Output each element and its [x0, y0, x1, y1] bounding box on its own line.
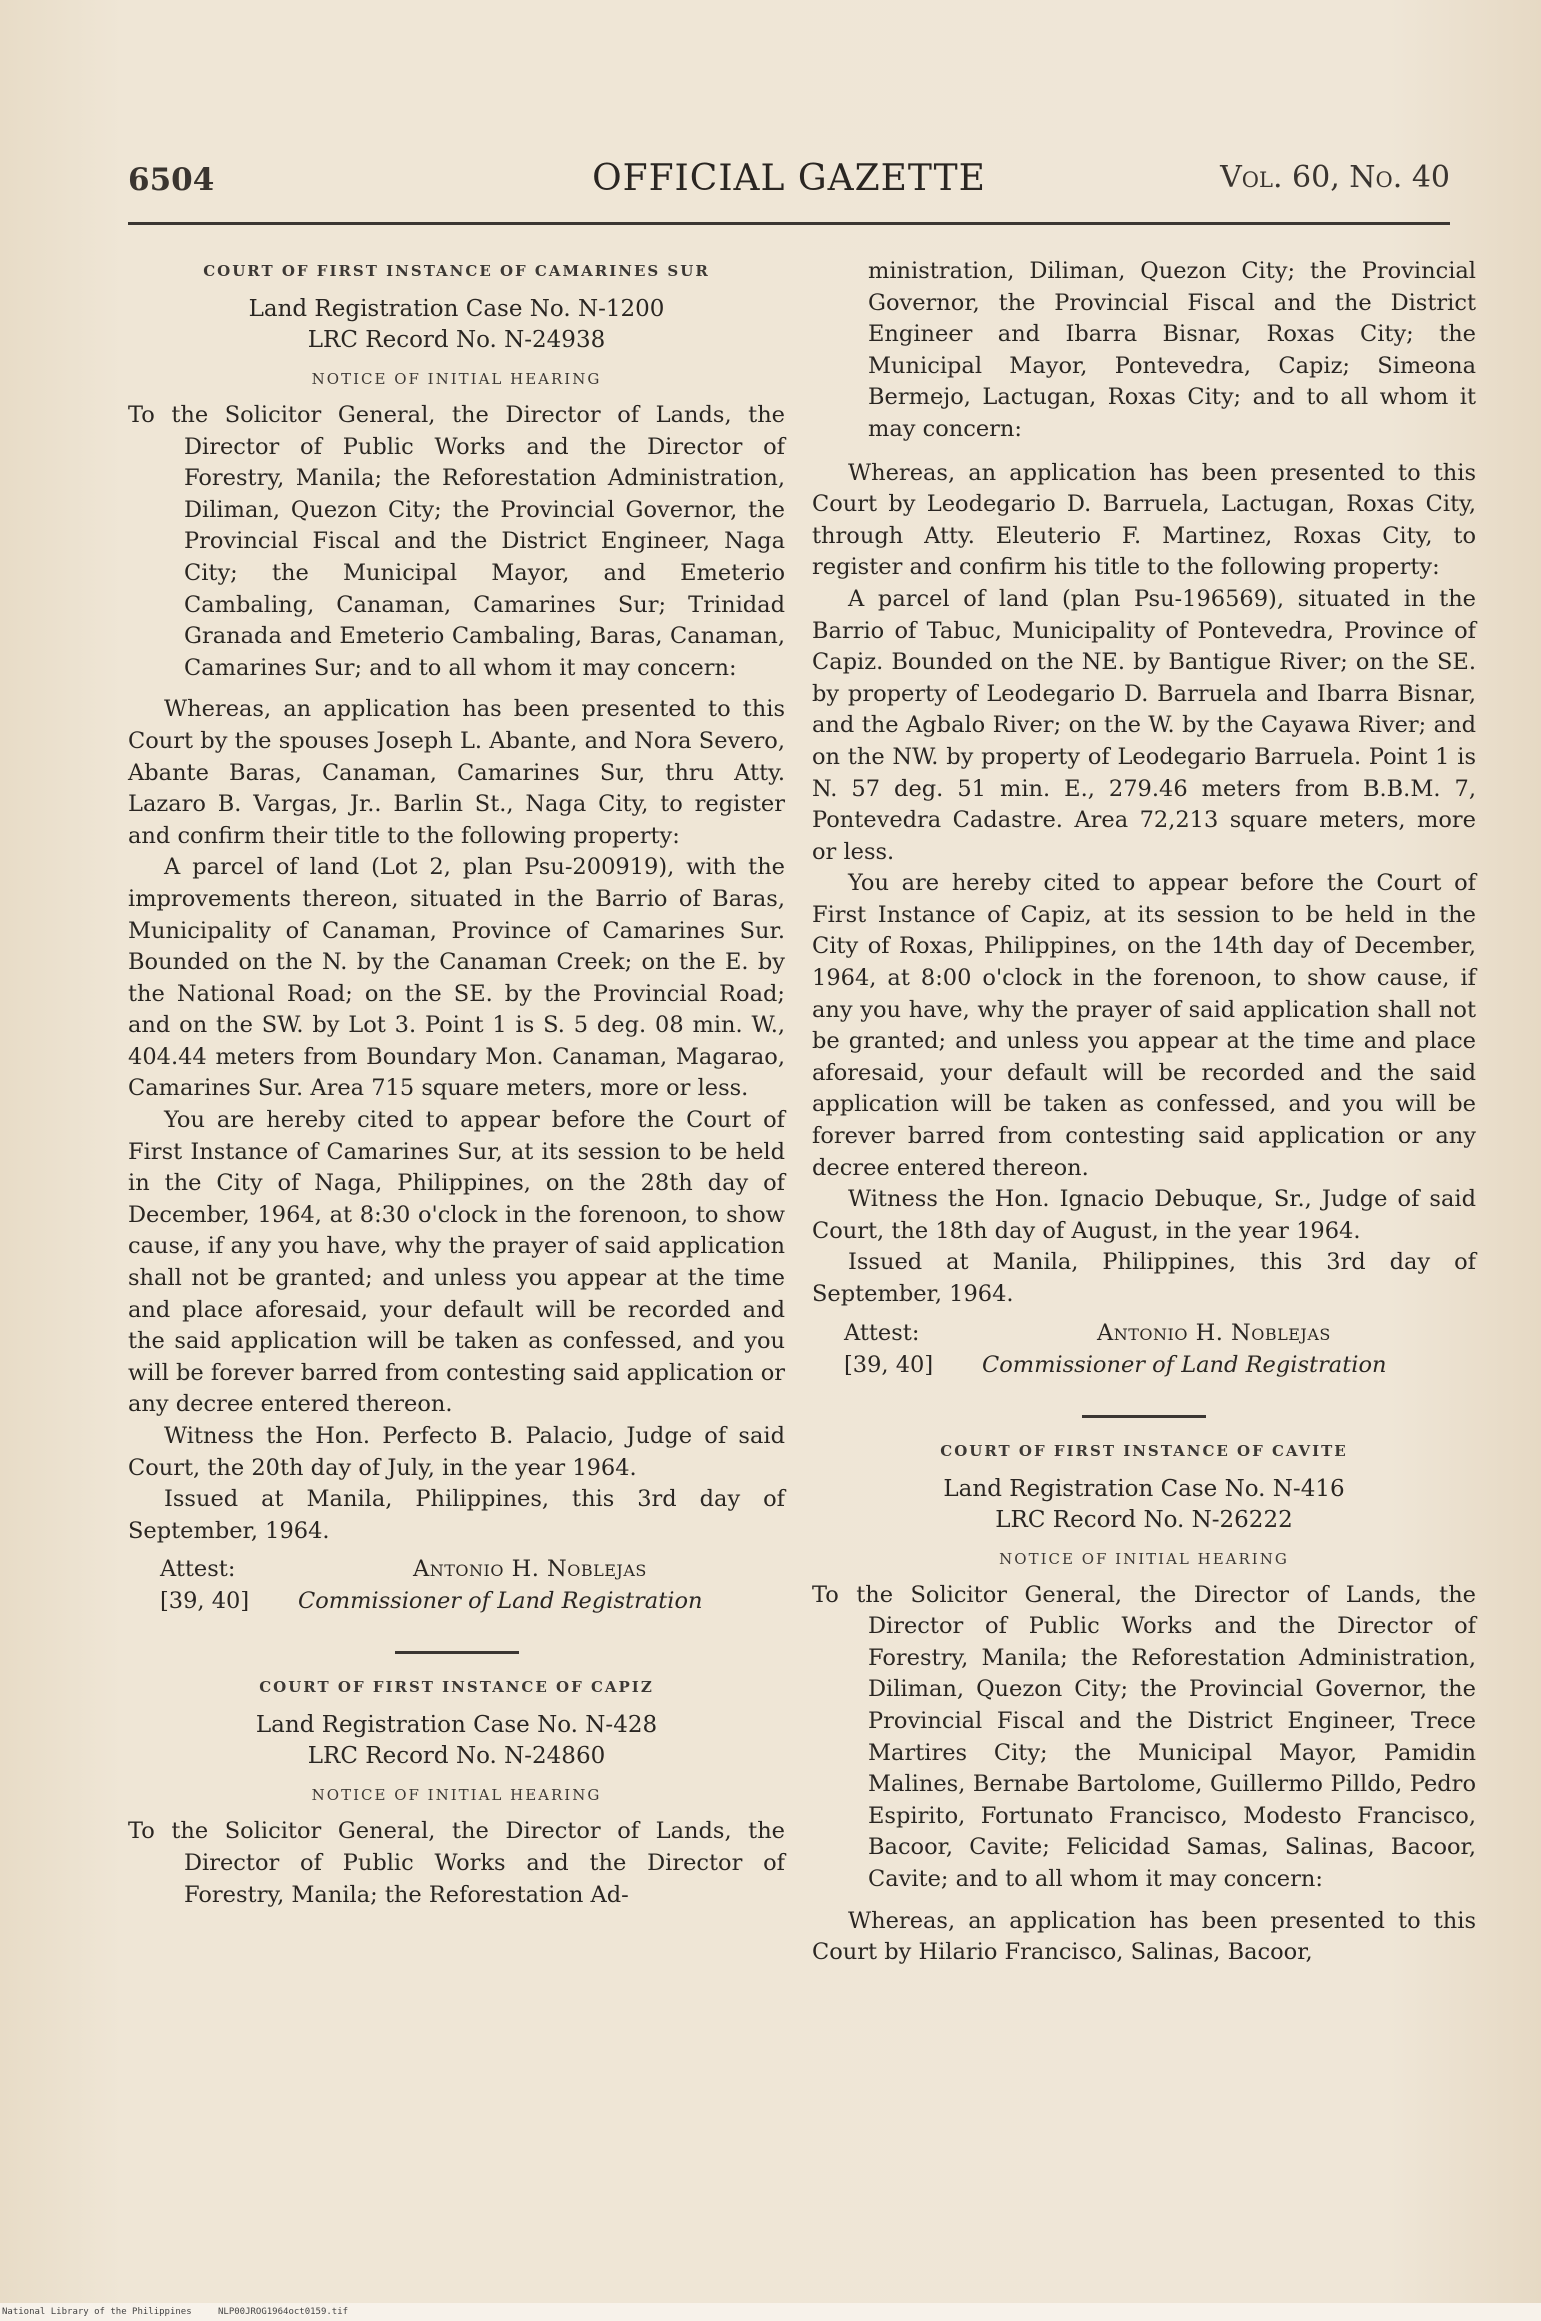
issued-paragraph: Issued at Manila, Philippines, this 3rd day of September, 1964. — [128, 1486, 785, 1544]
notice-title: NOTICE OF INITIAL HEARING — [311, 1786, 602, 1805]
publication-title: OFFICIAL GAZETTE — [592, 158, 986, 199]
issued-paragraph: Issued at Manila, Philippines, this 3rd day of September, 1964. — [812, 1249, 1476, 1307]
parcel-paragraph: A parcel of land (Lot 2, plan Psu-200919), with the improvements thereon, situated in the Barrio of Baras, Municipality of Canaman, Province of Camarines Sur. Bounded on the N. by the Canaman Creek; on the E. by the National Road; on the SE. by the Provincial Road; and on the SW. by Lot 3. Point 1 is S. 5 deg. 08 min. W., 404.44 meters from Boundary Mon. Canaman, Magarao, Camarines Sur. Area 715 square meters, more or less. — [128, 854, 785, 1102]
case-number: Land Registration Case No. N-416 — [943, 1475, 1345, 1502]
section-divider — [395, 1651, 519, 1654]
notice-capiz — [128, 1678, 785, 1911]
case-number: Land Registration Case No. N-1200 — [248, 296, 665, 322]
attest-name: Antonio H. Noblejas — [1097, 1319, 1331, 1346]
scan-filename: NLP00JROG1964oct0159.tif — [218, 2307, 349, 2317]
witness-paragraph: Witness the Hon. Ignacio Debuque, Sr., Judge of said Court, the 18th day of August, in the year 1964. — [812, 1186, 1476, 1244]
witness-paragraph: Witness the Hon. Perfecto B. Palacio, Judge of said Court, the 20th day of July, in the year 1964. — [128, 1423, 785, 1481]
issue-reference: [39, 40] — [160, 1588, 250, 1615]
notice-title: NOTICE OF INITIAL HEARING — [311, 370, 602, 388]
cited-paragraph: You are hereby cited to appear before the Court of First Instance of Capiz, at its session to be held in the City of Roxas, Philippines, on the 14th day of December, 1964, at 8:00 o'clock in the forenoon, to show cause, if any you have, why the prayer of said application shall not be granted; and unless you appear at the time and place aforesaid, your default will be recorded and the said application will be taken as confessed, and you will be forever barred from contesting said application or any decree entered thereon. — [812, 870, 1476, 1181]
court-heading: COURT OF FIRST INSTANCE OF CAVITE — [940, 1441, 1348, 1460]
right-column — [812, 256, 1476, 1969]
address-paragraph: To the Solicitor General, the Director of Lands, the Director of Public Works and the Director of Forestry, Manila; the Reforestation Administration, Diliman, Quezon City; the Provincial Governor, the Provincial Fiscal and the District Engineer, Trece Martires City; the Municipal Mayor, Pamidin Malines, Bernabe Bartolome, Guillermo Pilldo, Pedro Espirito, Fortunato Francisco, Modesto Francisco, Bacoor, Cavite; Felicidad Samas, Salinas, Bacoor, Cavite; and to all whom it may concern: — [812, 1581, 1476, 1892]
parcel-paragraph: A parcel of land (plan Psu-196569), situated in the Barrio of Tabuc, Municipality of Pontevedra, Province of Capiz. Bounded on the NE. by Bantigue River; on the SE. by property of Leodegario D. Barruela and Ibarra Bisnar, and the Agbalo River; on the W. by the Cayawa River; and on the NW. by property of Leodegario Barruela. Point 1 is N. 57 deg. 51 min. E., 279.46 meters from B.B.M. 7, Pontevedra Cadastre. Area 72,213 square meters, more or less. — [812, 585, 1476, 865]
notice-camarines-sur — [128, 262, 785, 1621]
issue-reference: [39, 40] — [844, 1351, 934, 1378]
attest-label: Attest: — [160, 1556, 236, 1583]
whereas-paragraph: Whereas, an application has been presented to this Court by Leodegario D. Barruela, Lactugan, Roxas City, through Atty. Eleuterio F. Martinez, Roxas City, to register and confirm his title to the following property: — [812, 459, 1476, 581]
case-number: Land Registration Case No. N-428 — [255, 1712, 658, 1739]
address-continued: ministration, Diliman, Quezon City; the Provincial Governor, the Provincial Fiscal and the District Engineer and Ibarra Bisnar, Roxas City; the Municipal Mayor, Pontevedra, Capiz; Simeona Bermejo, Lactugan, Roxas City; and to all whom it may concern: — [868, 258, 1476, 442]
page-header — [128, 158, 1450, 212]
volume-number: Vol. 60, No. 40 — [1220, 160, 1450, 195]
record-number: LRC Record No. N-24860 — [307, 1743, 606, 1770]
address-paragraph: To the Solicitor General, the Director of Lands, the Director of Public Works and the Director of Forestry, Manila; the Reforestation Ad- — [128, 1818, 785, 1908]
attest-name: Antonio H. Noblejas — [413, 1556, 647, 1583]
cited-paragraph: You are hereby cited to appear before the Court of First Instance of Camarines Sur, at its session to be held in the City of Naga, Philippines, on the 28th day of December, 1964, at 8:30 o'clock in the forenoon, to show cause, if any you have, why the prayer of said application shall not be granted; and unless you appear at the time and place aforesaid, your default will be recorded and the said application will be taken as confessed, and you will be forever barred from contesting said application or any decree entered thereon. — [128, 1107, 785, 1418]
record-number: LRC Record No. N-24938 — [307, 327, 606, 353]
attestation-block — [812, 1317, 1476, 1385]
attest-role: Commissioner of Land Registration — [298, 1588, 703, 1615]
address-paragraph: To the Solicitor General, the Director of Lands, the Director of Public Works and the Director of Forestry, Manila; the Reforestation Administration, Diliman, Quezon City; the Provincial Governor, the Provincial Fiscal and the District Engineer, Naga City; the Municipal Mayor, and Emeterio Cambaling, Canaman, Camarines Sur; Trinidad Granada and Emeterio Cambaling, Baras, Canaman, Camarines Sur; and to all whom it may concern: — [128, 402, 785, 681]
scan-footer — [0, 2303, 1541, 2321]
attestation-block — [128, 1553, 785, 1621]
notice-title: NOTICE OF INITIAL HEARING — [999, 1549, 1289, 1568]
whereas-paragraph: Whereas, an application has been presented to this Court by the spouses Joseph L. Abante, and Nora Severo, Abante Baras, Canaman, Camarines Sur, thru Atty. Lazaro B. Vargas, Jr.. Barlin St., Naga City, to register and confirm their title to the following property: — [128, 696, 785, 849]
attest-role: Commissioner of Land Registration — [982, 1351, 1387, 1378]
attest-label: Attest: — [844, 1319, 920, 1346]
header-rule — [128, 222, 1450, 225]
whereas-paragraph: Whereas, an application has been presented to this Court by Hilario Francisco, Salinas, Bacoor, — [812, 1907, 1476, 1966]
left-column — [128, 256, 785, 1921]
court-heading: COURT OF FIRST INSTANCE OF CAMARINES SUR — [203, 262, 710, 280]
notice-capiz-continued — [812, 256, 1476, 1385]
notice-cavite — [812, 1442, 1476, 1969]
page-number: 6504 — [128, 162, 215, 198]
record-number: LRC Record No. N-26222 — [995, 1506, 1293, 1533]
section-divider — [1082, 1415, 1206, 1418]
library-credit: National Library of the Philippines — [2, 2307, 192, 2317]
court-heading: COURT OF FIRST INSTANCE OF CAPIZ — [259, 1678, 654, 1697]
